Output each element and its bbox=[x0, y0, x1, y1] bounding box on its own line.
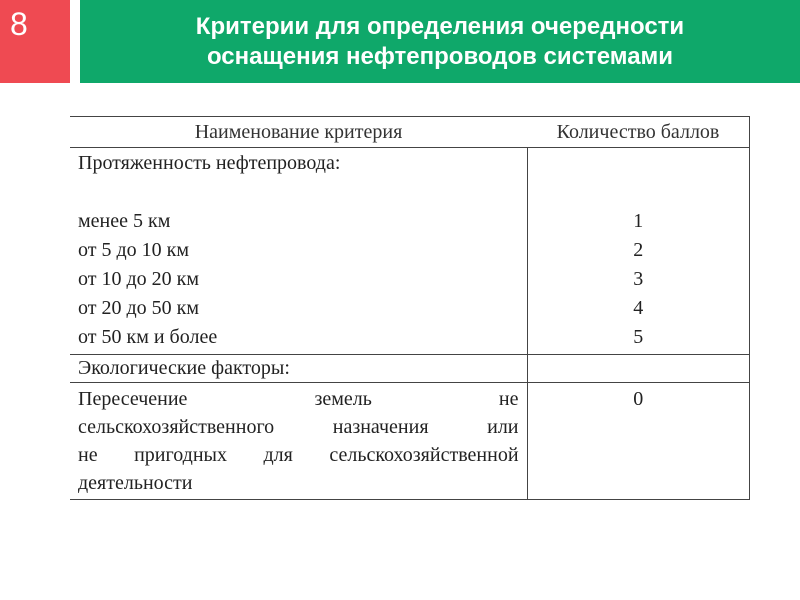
spacer bbox=[536, 178, 741, 207]
land-crossing-score-cell bbox=[527, 383, 749, 500]
length-criteria-cell bbox=[70, 148, 527, 355]
header-score: Количество баллов bbox=[527, 117, 749, 148]
table-header-row bbox=[70, 117, 750, 148]
land-crossing-line: Пересечение земель не bbox=[78, 388, 519, 410]
land-crossing-line: сельскохозяйственного назначения или bbox=[78, 416, 519, 438]
eco-score bbox=[527, 355, 749, 383]
land-crossing-cell bbox=[70, 383, 527, 500]
length-item-score: 5 bbox=[633, 326, 644, 348]
length-item-score: 3 bbox=[633, 268, 644, 290]
length-item-label: от 10 до 20 км bbox=[78, 268, 200, 290]
length-item-label: менее 5 км bbox=[78, 210, 171, 232]
spacer bbox=[78, 178, 519, 207]
spacer bbox=[536, 149, 741, 178]
length-item-label: от 20 до 50 км bbox=[78, 297, 200, 319]
length-item-label: от 5 до 10 км bbox=[78, 239, 190, 261]
land-crossing-line: не пригодных для сельскохозяйственной bbox=[78, 444, 519, 466]
criteria-table bbox=[70, 116, 750, 500]
table-row bbox=[70, 355, 750, 383]
slide-number-box bbox=[0, 0, 70, 83]
header-criterion: Наименование критерия bbox=[70, 117, 527, 148]
length-item-label: от 50 км и более bbox=[78, 326, 218, 348]
length-item-score: 1 bbox=[633, 210, 644, 232]
table-row bbox=[70, 148, 750, 355]
eco-heading: Экологические факторы: bbox=[70, 355, 527, 383]
title-line-2: оснащения нефтепроводов системами bbox=[206, 42, 674, 70]
title-line-1: Критерии для определения очередности bbox=[195, 12, 685, 40]
length-heading: Протяженность нефтепровода: bbox=[78, 152, 341, 174]
land-crossing-line: деятельности bbox=[78, 472, 193, 494]
table-row bbox=[70, 383, 750, 500]
length-item-score: 4 bbox=[633, 297, 644, 319]
length-scores-cell bbox=[527, 148, 749, 355]
length-item-score: 2 bbox=[633, 239, 644, 261]
title-bar bbox=[80, 0, 800, 83]
slide-number: 8 bbox=[10, 6, 28, 42]
land-crossing-score: 0 bbox=[633, 388, 644, 410]
